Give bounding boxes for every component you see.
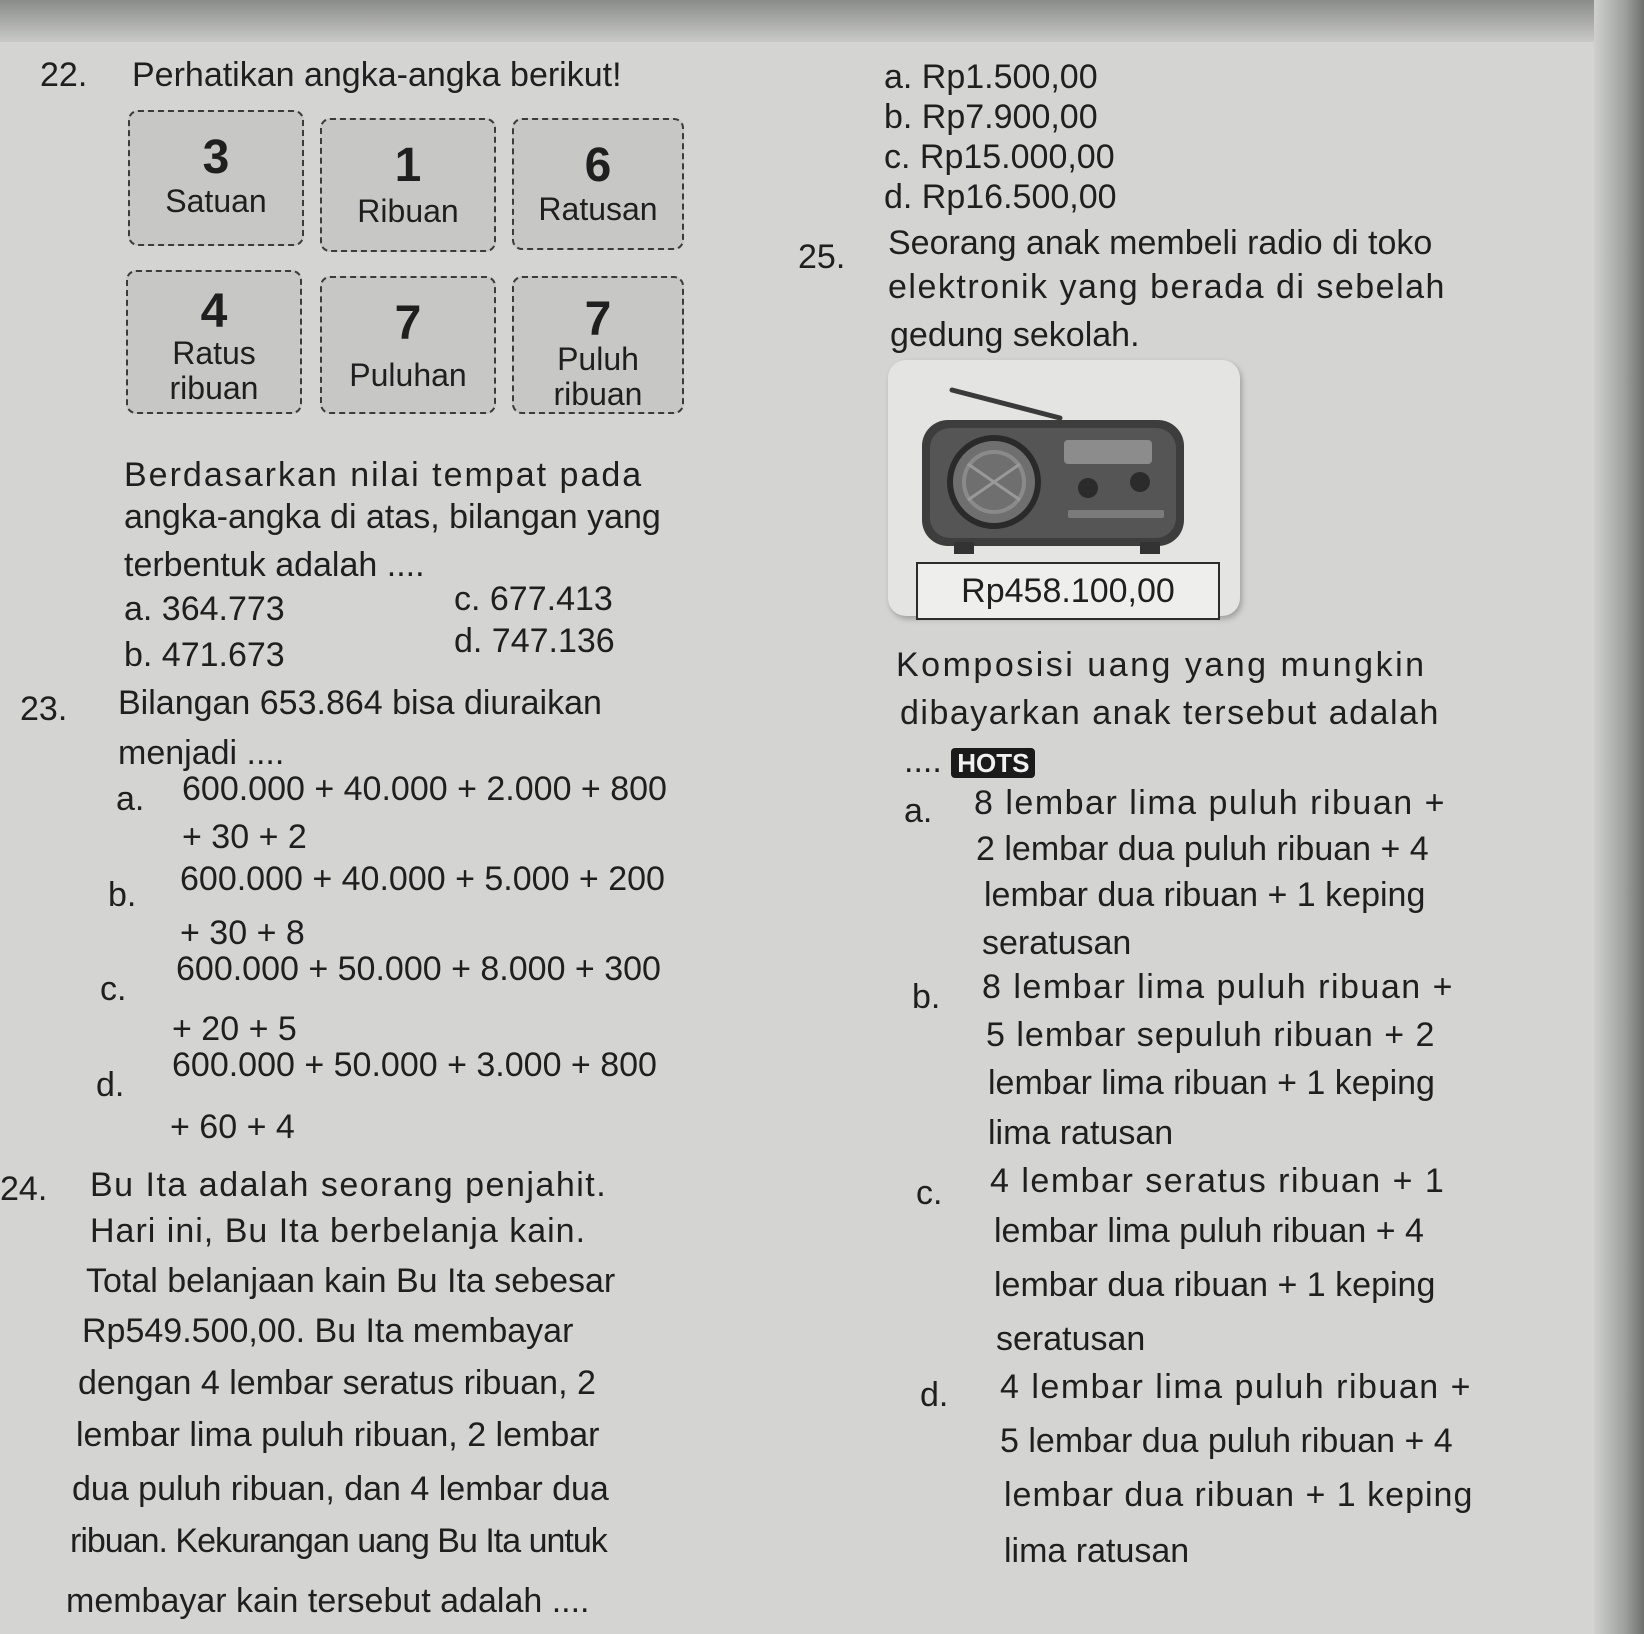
q25-option-line: lembar dua ribuan + 1 keping bbox=[1004, 1476, 1474, 1514]
q22-text-line: angka-angka di atas, bilangan yang bbox=[124, 498, 661, 536]
q25-question-line: dibayarkan anak tersebut adalah bbox=[900, 694, 1440, 732]
q23-option-letter: d. bbox=[96, 1066, 125, 1104]
radio-price-tag: Rp458.100,00 bbox=[916, 562, 1220, 620]
q23-prompt-line: Bilangan 653.864 bisa diuraikan bbox=[118, 684, 602, 722]
ellipsis: .... bbox=[904, 742, 942, 780]
q24-option-c: c. Rp15.000,00 bbox=[884, 138, 1115, 176]
q25-option-line: 8 lembar lima puluh ribuan + bbox=[982, 968, 1454, 1006]
q23-option-line: + 20 + 5 bbox=[172, 1010, 297, 1048]
q22-prompt: Perhatikan angka-angka berikut! bbox=[132, 56, 622, 94]
q25-number: 25. bbox=[798, 238, 846, 276]
place-card-puluhan bbox=[320, 276, 496, 414]
q22-option-c: c. 677.413 bbox=[454, 580, 613, 618]
q23-option-line: 600.000 + 50.000 + 3.000 + 800 bbox=[172, 1046, 657, 1084]
q25-option-line: 2 lembar dua puluh ribuan + 4 bbox=[976, 830, 1429, 868]
place-card-ratusan bbox=[512, 118, 684, 250]
card-digit: 7 bbox=[584, 293, 612, 346]
card-digit: 4 bbox=[200, 285, 228, 338]
q25-option-line: 5 lembar dua puluh ribuan + 4 bbox=[1000, 1422, 1453, 1460]
q23-option-line: + 30 + 8 bbox=[180, 914, 305, 952]
place-card-ribuan bbox=[320, 118, 496, 252]
q25-question-line: Komposisi uang yang mungkin bbox=[896, 646, 1427, 684]
q24-line: Bu Ita adalah seorang penjahit. bbox=[90, 1166, 608, 1204]
q24-line: membayar kain tersebut adalah .... bbox=[66, 1582, 590, 1620]
q25-option-line: lembar dua ribuan + 1 keping bbox=[984, 876, 1426, 914]
q24-line: dengan 4 lembar seratus ribuan, 2 bbox=[78, 1364, 596, 1402]
card-label: Puluhan bbox=[349, 357, 467, 393]
hots-badge: HOTS bbox=[951, 748, 1035, 778]
q25-option-letter: c. bbox=[916, 1174, 943, 1212]
card-label: Satuan bbox=[165, 183, 267, 219]
page-right-edge bbox=[1594, 0, 1644, 1634]
q25-option-letter: a. bbox=[904, 792, 933, 830]
q24-option-a: a. Rp1.500,00 bbox=[884, 58, 1098, 96]
q25-prompt-line: elektronik yang berada di sebelah bbox=[888, 268, 1446, 306]
q25-prompt-line: Seorang anak membeli radio di toko bbox=[888, 224, 1433, 262]
place-card-ratus-ribuan bbox=[126, 270, 302, 414]
q25-option-line: lembar dua ribuan + 1 keping bbox=[994, 1266, 1436, 1304]
q24-line: Total belanjaan kain Bu Ita sebesar bbox=[86, 1262, 616, 1300]
q23-prompt-line: menjadi .... bbox=[118, 734, 285, 772]
q25-option-line: seratusan bbox=[996, 1320, 1146, 1358]
q24-line: Hari ini, Bu Ita berbelanja kain. bbox=[90, 1212, 587, 1250]
card-label: Ratusan bbox=[538, 191, 658, 227]
place-card-satuan bbox=[128, 110, 304, 246]
card-digit: 6 bbox=[584, 139, 612, 192]
q25-option-line: lima ratusan bbox=[1004, 1532, 1190, 1570]
card-label: Ratus ribuan bbox=[169, 335, 259, 407]
q25-option-line: 5 lembar sepuluh ribuan + 2 bbox=[986, 1016, 1436, 1054]
q22-option-d: d. 747.136 bbox=[454, 622, 615, 660]
q24-line: lembar lima puluh ribuan, 2 lembar bbox=[76, 1416, 600, 1454]
q25-option-line: 8 lembar lima puluh ribuan + bbox=[974, 784, 1446, 822]
q25-prompt-line: gedung sekolah. bbox=[890, 316, 1140, 354]
q25-option-letter: d. bbox=[920, 1376, 949, 1414]
q24-option-b: b. Rp7.900,00 bbox=[884, 98, 1098, 136]
page-top-edge bbox=[0, 0, 1644, 42]
card-digit: 7 bbox=[394, 297, 422, 350]
place-card-puluh-ribuan bbox=[512, 276, 684, 414]
q22-text-line: terbentuk adalah .... bbox=[124, 546, 425, 584]
q25-question-ellipsis bbox=[904, 744, 1035, 778]
q22-text-line: Berdasarkan nilai tempat pada bbox=[124, 456, 644, 494]
q23-option-line: 600.000 + 40.000 + 2.000 + 800 bbox=[182, 770, 667, 808]
q25-option-line: 4 lembar seratus ribuan + 1 bbox=[990, 1162, 1446, 1200]
q23-option-line: 600.000 + 50.000 + 8.000 + 300 bbox=[176, 950, 661, 988]
q24-option-d: d. Rp16.500,00 bbox=[884, 178, 1117, 216]
q23-option-letter: a. bbox=[116, 780, 145, 818]
q23-option-letter: c. bbox=[100, 970, 127, 1008]
card-digit: 1 bbox=[394, 139, 422, 192]
q23-option-line: + 30 + 2 bbox=[182, 818, 307, 856]
q22-number: 22. bbox=[40, 56, 88, 94]
card-label: Puluh ribuan bbox=[553, 341, 643, 413]
q23-option-line: 600.000 + 40.000 + 5.000 + 200 bbox=[180, 860, 665, 898]
q23-number: 23. bbox=[20, 690, 68, 728]
q25-option-line: lembar lima ribuan + 1 keping bbox=[988, 1064, 1435, 1102]
q23-option-line: + 60 + 4 bbox=[170, 1108, 295, 1146]
q25-option-line: seratusan bbox=[982, 924, 1132, 962]
q24-line: Rp549.500,00. Bu Ita membayar bbox=[82, 1312, 574, 1350]
q22-option-b: b. 471.673 bbox=[124, 636, 285, 674]
q25-option-line: lembar lima puluh ribuan + 4 bbox=[994, 1212, 1424, 1250]
q24-line: dua puluh ribuan, dan 4 lembar dua bbox=[72, 1470, 609, 1508]
q24-line: ribuan. Kekurangan uang Bu Ita untuk bbox=[70, 1522, 607, 1560]
q24-number: 24. bbox=[0, 1170, 48, 1208]
q25-option-letter: b. bbox=[912, 978, 941, 1016]
q25-option-line: 4 lembar lima puluh ribuan + bbox=[1000, 1368, 1472, 1406]
q23-option-letter: b. bbox=[108, 876, 137, 914]
card-label: Ribuan bbox=[357, 193, 459, 229]
q22-option-a: a. 364.773 bbox=[124, 590, 285, 628]
q25-option-line: lima ratusan bbox=[988, 1114, 1174, 1152]
card-digit: 3 bbox=[202, 131, 230, 184]
